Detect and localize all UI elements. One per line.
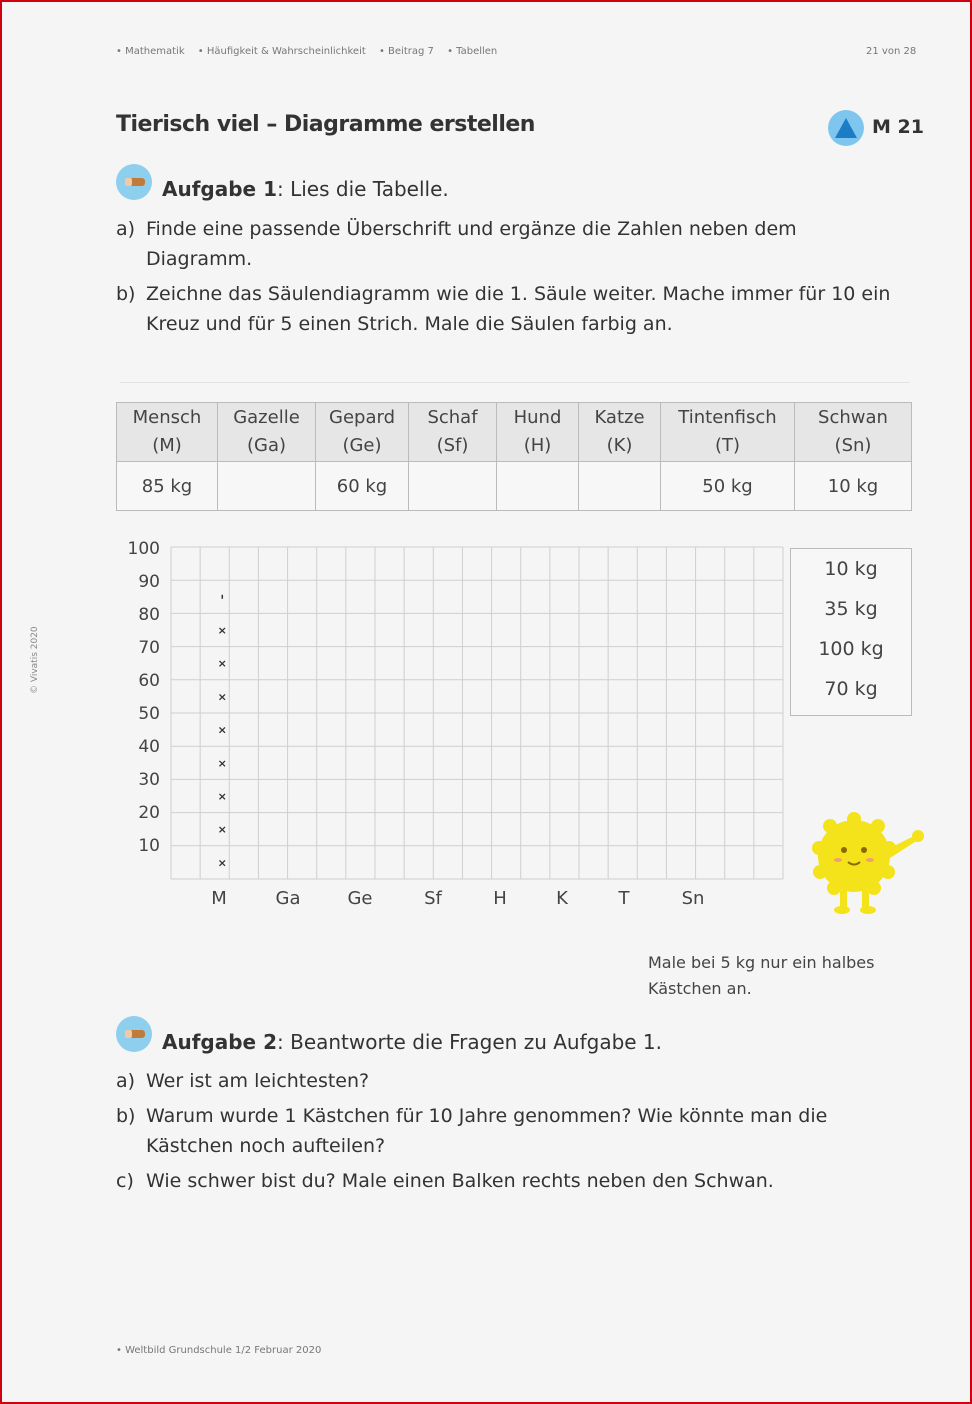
table-header-row bbox=[117, 403, 912, 462]
task1-text: : Lies die Tabelle. bbox=[277, 177, 449, 201]
table-cell: 60 kg bbox=[316, 462, 409, 511]
animal-name: Schaf bbox=[427, 407, 478, 428]
page-number: 21 von 28 bbox=[866, 46, 917, 57]
y-tick-label: 100 bbox=[127, 539, 160, 559]
pencil-hand-icon bbox=[116, 164, 152, 200]
bar-cross-mark: × bbox=[217, 690, 227, 704]
task2-text: : Beantworte die Fragen zu Aufgabe 1. bbox=[277, 1030, 663, 1054]
task2-item-c bbox=[116, 1166, 906, 1196]
y-tick-label: 60 bbox=[138, 671, 160, 691]
table-cell: 50 kg bbox=[661, 462, 795, 511]
item-text: Wer ist am leichtesten? bbox=[146, 1070, 370, 1092]
animal-name: Mensch bbox=[132, 407, 202, 428]
y-tick-label: 50 bbox=[138, 704, 160, 724]
y-tick-label: 90 bbox=[138, 572, 160, 592]
x-tick-label: T bbox=[618, 888, 630, 909]
item-label: b) bbox=[116, 283, 136, 305]
table-row bbox=[117, 462, 912, 511]
mascot-note: Male bei 5 kg nur ein halbes Kästchen an. bbox=[648, 953, 875, 998]
breadcrumb-item[interactable]: • Häufigkeit & Wahrscheinlichkeit bbox=[197, 46, 366, 57]
table-cell[interactable] bbox=[218, 462, 316, 511]
x-tick-label: K bbox=[556, 888, 568, 909]
x-tick-label: M bbox=[211, 888, 227, 909]
animal-name: Hund bbox=[513, 407, 562, 428]
bar-cross-mark: × bbox=[217, 856, 227, 870]
animal-name: Schwan bbox=[818, 407, 888, 428]
table-header bbox=[218, 403, 316, 462]
level-triangle-icon bbox=[828, 110, 864, 146]
table-header bbox=[409, 403, 497, 462]
y-tick-label: 40 bbox=[138, 737, 160, 757]
grid-lines bbox=[171, 547, 783, 879]
task2-label: Aufgabe 2 bbox=[162, 1030, 277, 1054]
x-tick-label: Ga bbox=[275, 888, 301, 909]
weight-value: 10 kg bbox=[824, 558, 878, 580]
page-title: Tierisch viel – Diagramme erstellen bbox=[116, 112, 535, 137]
table-cell: 85 kg bbox=[117, 462, 218, 511]
bar-chart-grid[interactable] bbox=[170, 546, 784, 882]
animal-name: Gepard bbox=[329, 407, 395, 428]
weight-value: 35 kg bbox=[824, 598, 878, 620]
item-text: Warum wurde 1 Kästchen für 10 Jahre genommen? Wie könnte man die Kästchen noch aufteilen? bbox=[146, 1105, 828, 1157]
y-tick-label: 80 bbox=[138, 605, 160, 625]
task2-item-b bbox=[116, 1101, 906, 1161]
item-label: a) bbox=[116, 1070, 136, 1092]
table-header bbox=[795, 403, 912, 462]
x-tick-label: Sn bbox=[681, 888, 705, 909]
y-tick-label: 30 bbox=[138, 770, 160, 790]
animal-abbr: (Sf) bbox=[436, 435, 469, 456]
weights-box bbox=[790, 548, 912, 716]
breadcrumb-item[interactable]: • Mathematik bbox=[116, 46, 185, 57]
table-cell[interactable] bbox=[579, 462, 661, 511]
breadcrumb-item[interactable]: • Beitrag 7 bbox=[378, 46, 434, 57]
divider bbox=[120, 382, 910, 383]
table-header bbox=[579, 403, 661, 462]
animal-abbr: (Ga) bbox=[246, 435, 287, 456]
animal-abbr: (T) bbox=[714, 435, 741, 456]
x-tick-label: H bbox=[493, 888, 507, 909]
bar-cross-mark: × bbox=[217, 756, 227, 770]
item-label: a) bbox=[116, 218, 136, 240]
item-text: Zeichne das Säulendiagramm wie die 1. Säule weiter. Mache immer für 10 ein Kreuz und für 5 einen Strich. Male die Säulen farbig an. bbox=[146, 283, 891, 335]
item-text: Wie schwer bist du? Male einen Balken rechts neben den Schwan. bbox=[146, 1170, 774, 1192]
task2-title bbox=[162, 1030, 662, 1054]
table-header bbox=[497, 403, 579, 462]
task1-item-a bbox=[116, 214, 906, 274]
side-copyright: © Vivatis 2020 bbox=[30, 626, 40, 694]
animal-abbr: (K) bbox=[606, 435, 633, 456]
animal-abbr: (M) bbox=[152, 435, 182, 456]
y-tick-label: 70 bbox=[138, 638, 160, 658]
material-code: M 21 bbox=[872, 116, 924, 138]
table-cell: 10 kg bbox=[795, 462, 912, 511]
item-label: c) bbox=[116, 1170, 134, 1192]
pencil-hand-icon bbox=[116, 1016, 152, 1052]
bar-cross-mark: × bbox=[217, 657, 227, 671]
animal-name: Tintenfisch bbox=[678, 407, 777, 428]
breadcrumb bbox=[116, 46, 507, 57]
animal-abbr: (Ge) bbox=[342, 435, 382, 456]
y-tick-label: 10 bbox=[138, 836, 160, 856]
animal-name: Gazelle bbox=[233, 407, 300, 428]
table-cell[interactable] bbox=[497, 462, 579, 511]
weight-value: 100 kg bbox=[818, 638, 884, 660]
item-text: Finde eine passende Überschrift und ergänze die Zahlen neben dem Diagramm. bbox=[146, 218, 797, 270]
animal-weight-table bbox=[116, 402, 912, 511]
x-tick-label: Sf bbox=[424, 888, 442, 909]
bar-cross-mark: × bbox=[217, 823, 227, 837]
task1-item-b bbox=[116, 279, 906, 339]
bar-cross-mark: × bbox=[217, 723, 227, 737]
footer: • Weltbild Grundschule 1/2 Februar 2020 bbox=[116, 1345, 322, 1356]
task1-label: Aufgabe 1 bbox=[162, 177, 277, 201]
animal-abbr: (H) bbox=[523, 435, 552, 456]
table-header bbox=[661, 403, 795, 462]
animal-name: Katze bbox=[594, 407, 645, 428]
bar-cross-mark: × bbox=[217, 790, 227, 803]
task2-item-a bbox=[116, 1066, 906, 1096]
x-tick-label: Ge bbox=[347, 888, 373, 909]
task1-title bbox=[162, 177, 449, 201]
weight-value: 70 kg bbox=[824, 678, 878, 700]
sun-mascot-icon bbox=[810, 806, 932, 922]
table-header bbox=[117, 403, 218, 462]
item-label: b) bbox=[116, 1105, 136, 1127]
y-tick-label: 20 bbox=[138, 803, 160, 823]
table-header bbox=[316, 403, 409, 462]
table-cell[interactable] bbox=[409, 462, 497, 511]
breadcrumb-item[interactable]: • Tabellen bbox=[447, 46, 498, 57]
animal-abbr: (Sn) bbox=[834, 435, 872, 456]
bar-cross-mark: × bbox=[217, 624, 227, 637]
